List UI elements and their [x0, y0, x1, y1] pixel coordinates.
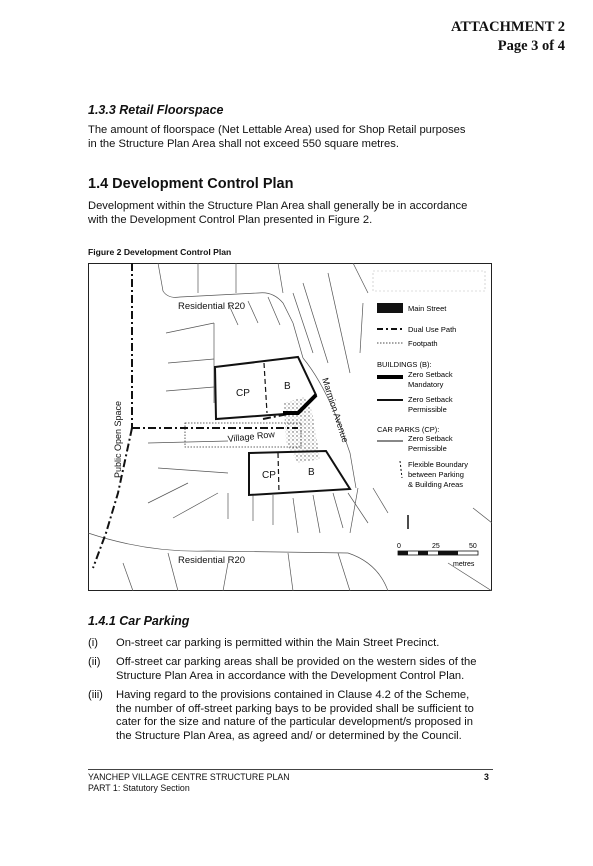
cp-top-label: CP [236, 388, 250, 399]
item-3-number: (iii) [88, 689, 103, 701]
legend-buildings-heading: BUILDINGS (B): [377, 360, 432, 369]
figure-caption: Figure 2 Development Control Plan [88, 247, 232, 257]
footer-subtitle: PART 1: Statutory Section [88, 783, 190, 793]
section-141-heading: 1.4.1 Car Parking [88, 614, 190, 628]
item-3-line-2: the number of off-street parking bays to be provided shall be sufficient to [116, 702, 474, 715]
item-2-number: (ii) [88, 656, 101, 668]
section-133-paragraph [88, 124, 498, 151]
legend-zsm-1: Zero Setback [408, 370, 453, 379]
section-14-line-2: with the Development Control Plan presented in Figure 2. [88, 213, 373, 226]
legend-footpath: Footpath [408, 339, 438, 348]
scale-unit: metres [453, 561, 475, 568]
legend-zsp-2: Permissible [408, 405, 447, 414]
legend-cp-zs-2: Permissible [408, 444, 447, 453]
section-14-paragraph [88, 200, 498, 227]
cp-bottom-label: CP [262, 470, 276, 481]
footer-rule [88, 769, 493, 770]
item-3-line-1: Having regard to the provisions contained in Clause 4.2 of the Scheme, [116, 689, 470, 701]
legend-flex-1: Flexible Boundary [408, 460, 469, 469]
scale-tick-0: 0 [397, 543, 401, 550]
item-3-line-4: the Structure Plan Area, as agreed and/ or determined by the Council. [116, 729, 462, 742]
page-of-label: Page 3 of 4 [497, 38, 565, 54]
item-2-line-1: Off-street car parking areas shall be provided on the western sides of the [116, 656, 477, 668]
item-1-line-1: On-street car parking is permitted within the Main Street Precinct. [116, 637, 440, 649]
legend-cp-zs-1: Zero Setback [408, 434, 453, 443]
scale-tick-25: 25 [432, 543, 440, 550]
residential-r20-top-label: Residential R20 [178, 301, 246, 312]
item-1-number: (i) [88, 637, 98, 649]
village-row-label: Village Row [227, 429, 276, 444]
legend-zsp-1: Zero Setback [408, 395, 453, 404]
section-133-line-1: The amount of floorspace (Net Lettable Area) used for Shop Retail purposes [88, 124, 466, 136]
section-133-line-2: in the Structure Plan Area shall not exceed 550 square metres. [88, 137, 399, 150]
legend-car-parks-heading: CAR PARKS (CP): [377, 425, 440, 434]
attachment-header [451, 18, 565, 56]
legend-dual-use-path: Dual Use Path [408, 325, 457, 334]
b-top-label: B [284, 381, 291, 392]
attachment-label: ATTACHMENT 2 [451, 19, 565, 35]
item-2-line-2: Structure Plan Area in accordance with the Development Control Plan. [116, 669, 465, 682]
section-133-heading: 1.3.3 Retail Floorspace [88, 103, 224, 117]
b-bottom-label: B [308, 467, 315, 478]
page-number: 3 [484, 772, 489, 782]
legend-zsm-2: Mandatory [408, 380, 444, 389]
legend-flex-3: & Building Areas [408, 480, 464, 489]
legend-flex-2: between Parking [408, 470, 464, 479]
scale-tick-50: 50 [469, 543, 477, 550]
residential-r20-bottom-label: Residential R20 [178, 555, 246, 566]
development-control-plan-map [88, 263, 492, 591]
legend-main-street: Main Street [408, 304, 447, 313]
public-open-space-label: Public Open Space [113, 400, 123, 478]
legend-main-street-swatch [377, 303, 403, 313]
section-14-heading: 1.4 Development Control Plan [88, 176, 294, 192]
marmion-avenue-label: Marmion Avenue [320, 376, 351, 444]
section-14-line-1: Development within the Structure Plan Area shall generally be in accordance [88, 200, 468, 212]
item-3-line-3: cater for the size and nature of the particular development/s proposed in [116, 716, 473, 728]
footer-title: YANCHEP VILLAGE CENTRE STRUCTURE PLAN [88, 772, 290, 782]
